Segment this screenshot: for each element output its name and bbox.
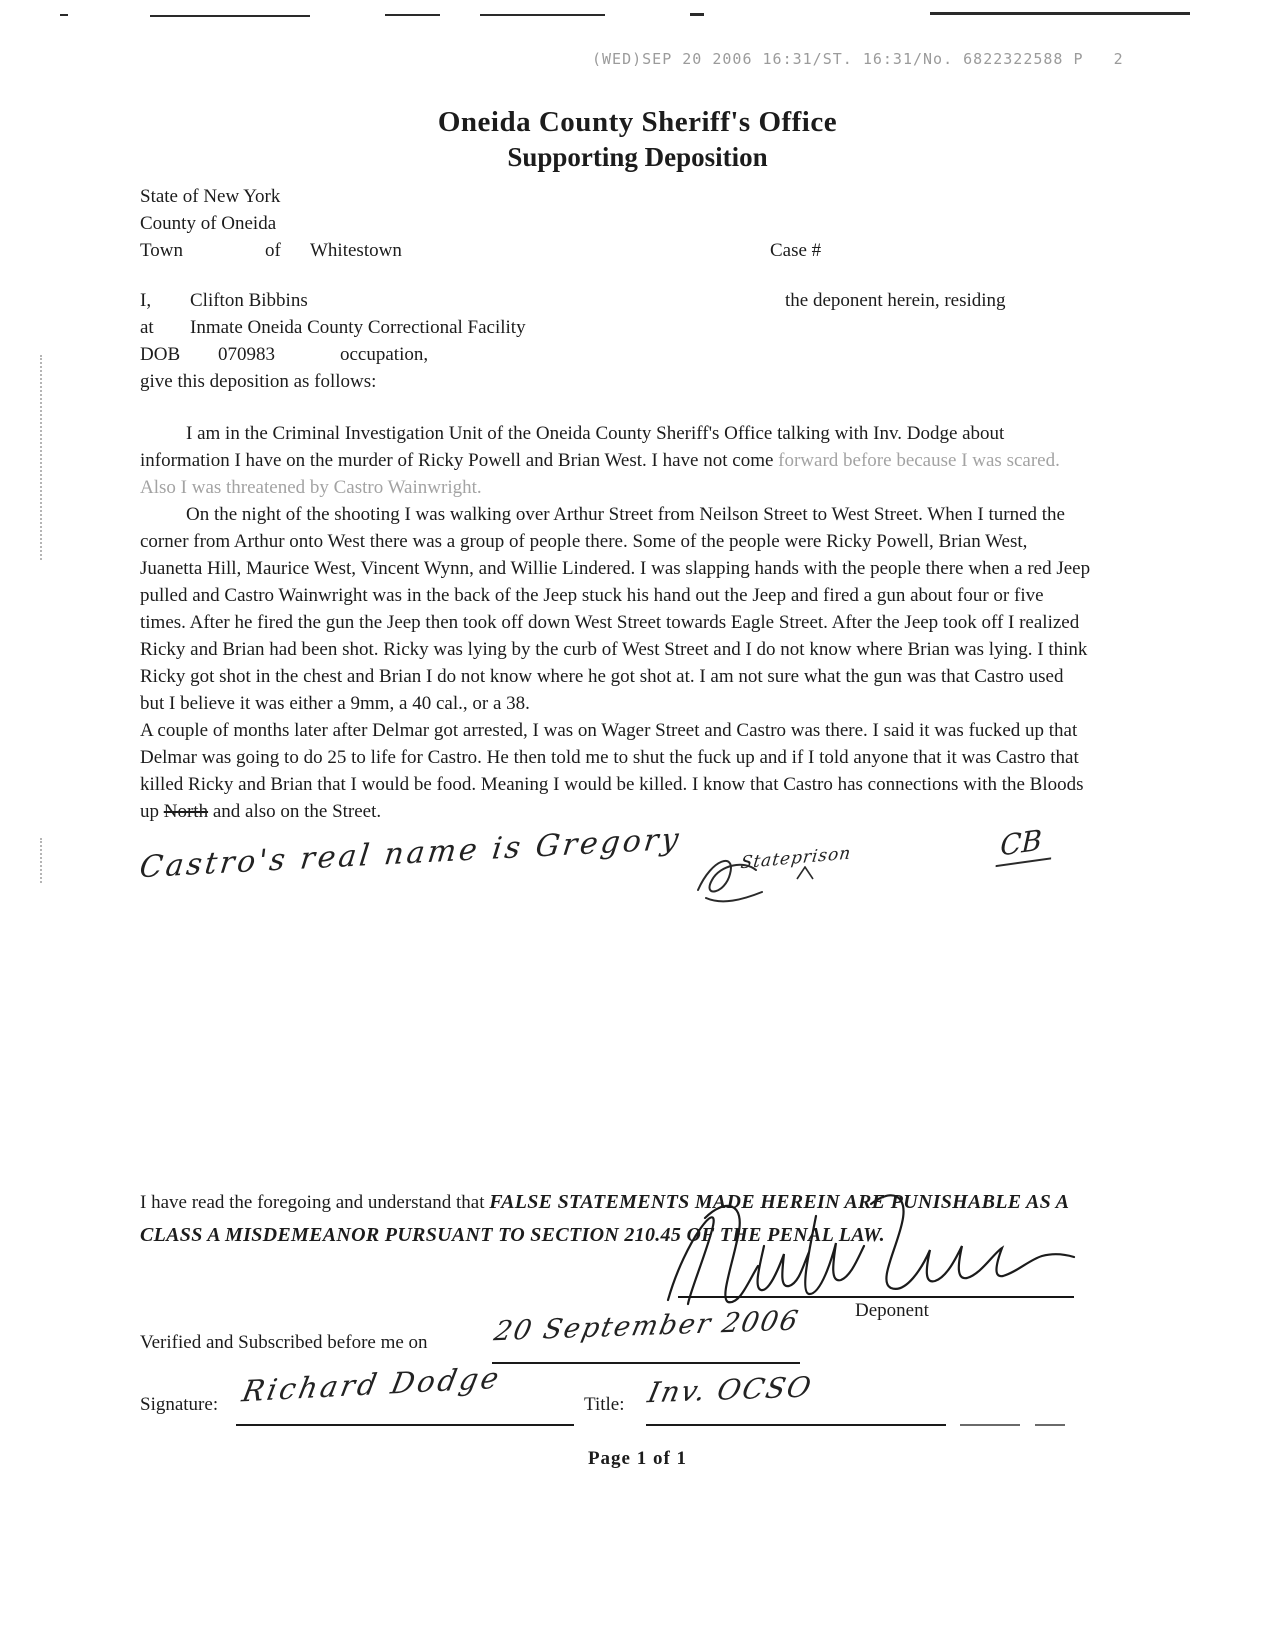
para3-part1: A couple of months later after Delmar got arrested, I was on Wager Street and Castro was there. I said it was fucked up that Delmar was going to do 25 to life for Castro. He then told me to shut the fuck up and if I told anyone that it was Castro that killed Ricky and Brian that I would be food. Meaning I would be killed. I know that Castro has connections with the Bloods up — [140, 720, 1084, 822]
document-title — [0, 106, 1275, 173]
para3-part2: and also on the Street. — [208, 801, 382, 822]
page-number: Page 1 of 1 — [587, 1448, 688, 1469]
address-line — [140, 317, 526, 339]
case-number-label: Case # — [770, 240, 822, 261]
signature-underline — [236, 1424, 574, 1426]
certification-prefix: I have read the foregoing and understand that — [140, 1192, 490, 1213]
occupation-label: occupation, — [340, 344, 429, 365]
title-office: Oneida County Sheriff's Office — [437, 106, 838, 138]
scan-artifact-line — [40, 355, 42, 560]
town-word: Town — [140, 240, 184, 261]
residing-text: the deponent herein, residing — [785, 290, 1006, 311]
para1-part2-faded: forward before because I was scared. Also I was threatened by Castro Wainwright. — [140, 450, 1060, 498]
handwritten-insertion: Stateprison — [739, 843, 853, 874]
scan-artifact-line — [40, 838, 42, 883]
statement-paragraph-3 — [140, 717, 1092, 825]
scan-artifact-dash — [690, 13, 704, 16]
struck-word-north: North — [163, 801, 209, 822]
state-line: State of New York — [140, 186, 281, 207]
verified-before-me-text: Verified and Subscribed before me on — [140, 1332, 428, 1353]
officer-title: Inv. OCSO — [644, 1370, 816, 1410]
handwritten-scribble — [690, 848, 770, 904]
town-name: Whitestown — [310, 240, 402, 261]
title-form-name: Supporting Deposition — [507, 142, 768, 172]
gives-deposition-line: give this deposition as follows: — [140, 371, 377, 392]
title-underline-dash — [1035, 1424, 1065, 1426]
para1-part1: I am in the Criminal Investigation Unit of the Oneida County Sheriff's Office talking with Inv. Dodge about information I have on the murder of Ricky Powell and Brian West. I have not come — [140, 423, 1005, 471]
at-label: at — [140, 317, 154, 338]
title-underline — [646, 1424, 946, 1426]
date-underline — [492, 1362, 800, 1364]
deponent-signature-line — [678, 1296, 1074, 1298]
deponent-signature — [650, 1188, 1080, 1306]
statement-paragraph-1 — [140, 420, 1092, 501]
i-label: I, — [140, 290, 152, 311]
fax-header: (WED)SEP 20 2006 16:31/ST. 16:31/No. 6822322588 P 2 — [592, 50, 1124, 68]
county-line: County of Oneida — [140, 213, 277, 234]
of-word: of — [265, 240, 281, 261]
statement-body — [140, 420, 1092, 825]
scan-artifact-dash — [930, 12, 1190, 15]
deponent-label: Deponent — [855, 1300, 929, 1321]
deponent-name-line — [140, 290, 308, 312]
certification-warning: FALSE STATEMENTS MADE HEREIN ARE PUNISHABLE AS A CLASS A MISDEMEANOR PURSUANT TO SECTION 210.45 OF THE PENAL LAW. — [140, 1191, 1069, 1246]
signature-label: Signature: — [140, 1394, 219, 1415]
dob-label: DOB — [140, 344, 181, 365]
dob-value: 070983 — [218, 344, 275, 365]
town-line — [140, 240, 402, 262]
deponent-name: Clifton Bibbins — [190, 290, 308, 311]
scan-artifact-dash — [150, 15, 310, 17]
officer-signature: Richard Dodge — [239, 1360, 505, 1409]
handwritten-date: 20 September 2006 — [491, 1305, 803, 1348]
scan-artifact-dash — [60, 14, 68, 16]
handwritten-note: Castro's real name is Gregory — [137, 821, 684, 886]
insertion-caret-mark — [795, 866, 815, 880]
dob-line — [140, 344, 428, 366]
statement-paragraph-2: On the night of the shooting I was walking over Arthur Street from Neilson Street to West Street. When I turned the corner from Arthur onto West there was a group of people there. Some of the people were Ricky Powell, Brian West, Juanetta Hill, Maurice West, Vincent Wynn, and Willie Lindered. I was slapping hands with the people there when a red Jeep pulled and Castro Wainwright was in the back of the Jeep stuck his hand out the Jeep and fired a gun about four or five times. After he fired the gun the Jeep then took off down West Street towards Eagle Street. After the Jeep took off I realized Ricky and Brian had been shot. Ricky was lying by the curb of West Street and I do not know where Brian was lying. I think Ricky got shot in the chest and Brian I do not know where he got shot at. I am not sure what the gun was that Castro used but I believe it was either a 9mm, a 40 cal., or a 38. — [140, 504, 1091, 714]
deponent-address: Inmate Oneida County Correctional Facility — [190, 317, 526, 338]
title-underline-dash — [960, 1424, 1020, 1426]
scan-artifact-dash — [480, 14, 605, 16]
handwritten-initials: CB — [996, 822, 1053, 867]
title-label: Title: — [584, 1394, 625, 1415]
scan-artifact-dash — [385, 14, 440, 16]
